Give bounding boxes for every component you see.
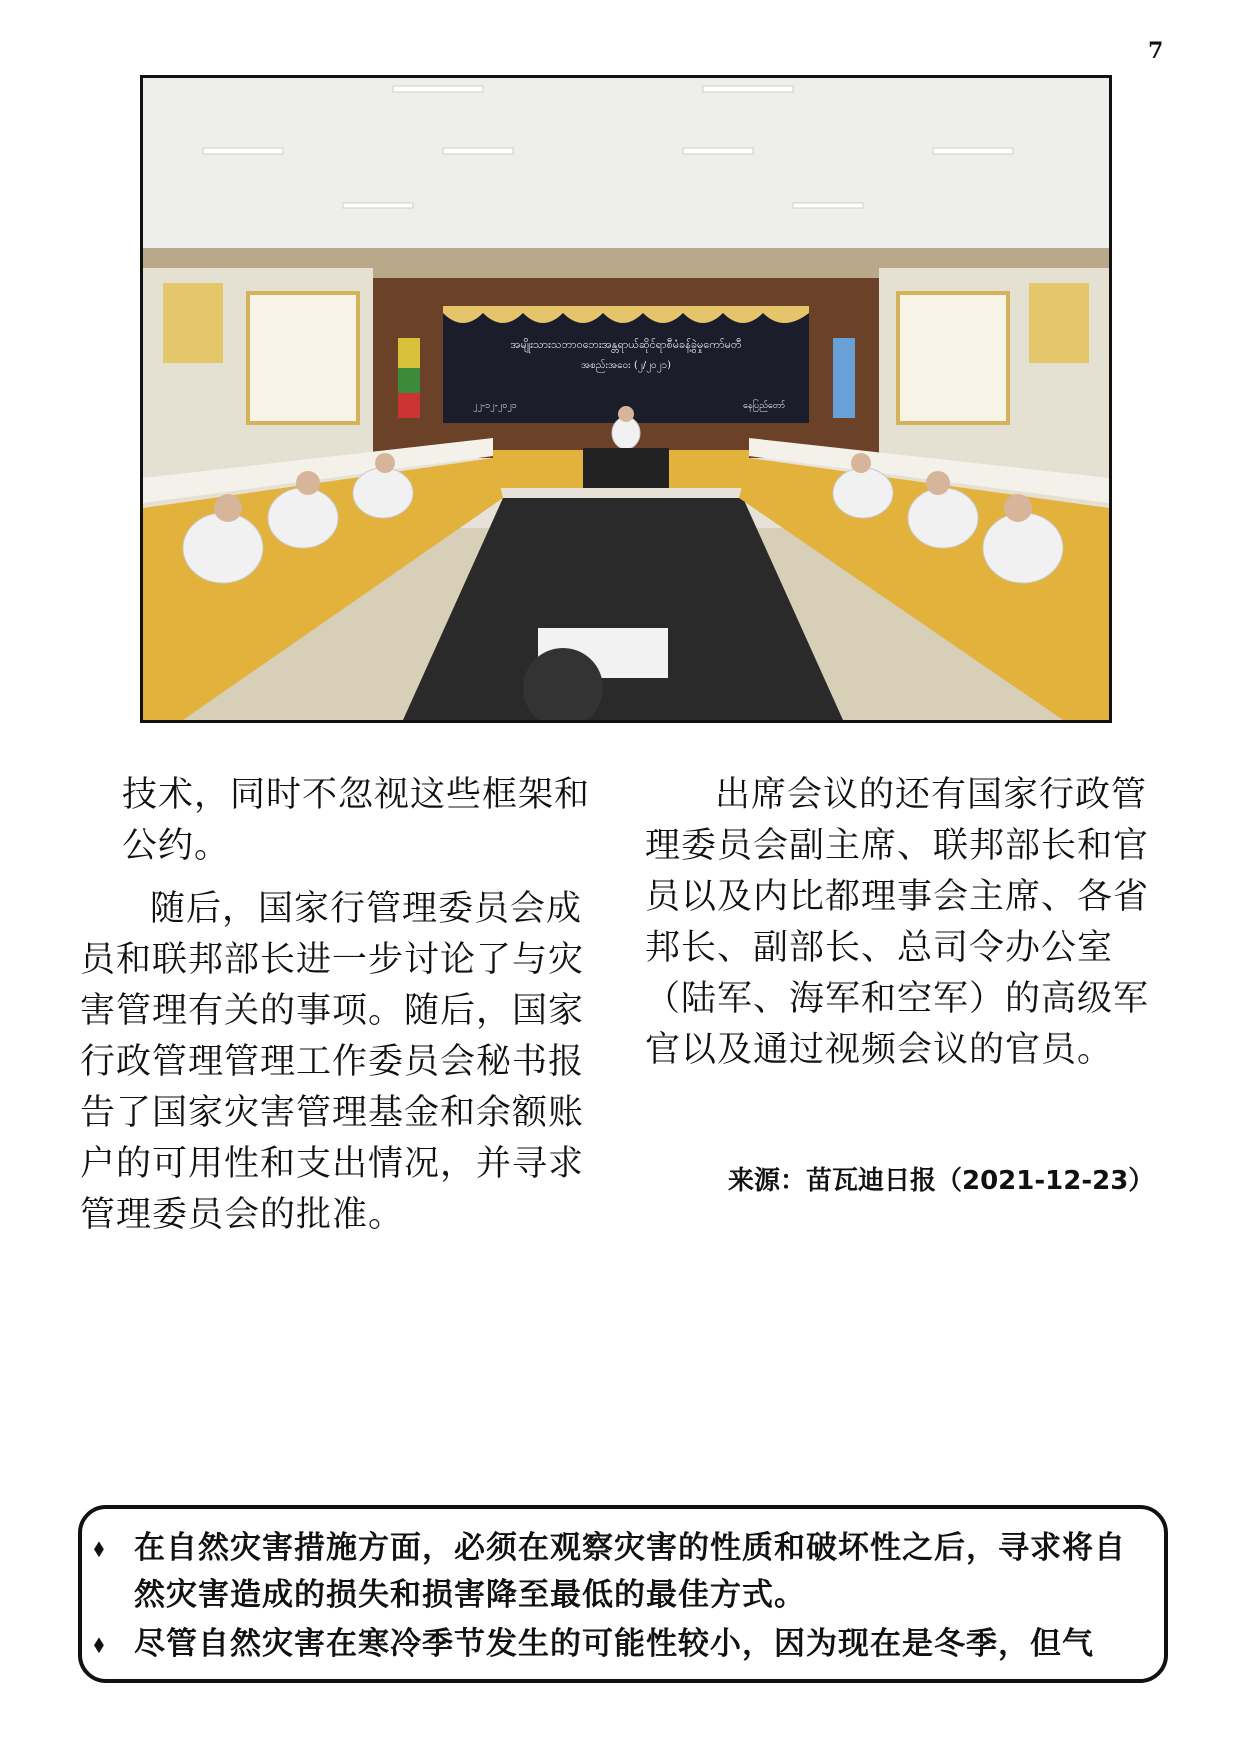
banner-place: နေပြည်တော် [743,401,786,411]
note-text: 在自然灾害措施方面，必须在观察灾害的性质和破坏性之后，寻求将自然灾害造成的损失和损害降至最低的最佳方式。 [134,1530,1126,1613]
source-citation: 来源：苗瓦迪日报（2021-12-23） [728,1166,1155,1196]
notes-box [78,1505,1168,1683]
banner-subtitle: အစည်းအဝေး (၂/၂၀၂၁) [580,360,672,371]
banner-title: အမျိုးသားသဘာဝဘေးအန္တရာယ်ဆိုင်ရာစီမံခန့်ခွဲမှုကော်မတီ [510,338,742,351]
left-column [80,770,605,1253]
left-paragraph-1: 技术，同时不忽视这些框架和公约。 [122,775,591,866]
banner-date: ၂၂-၁၂-၂၀၂၁ [473,401,517,411]
left-paragraph-2: 随后，国家行管理委员会成员和联邦部长进一步讨论了与灾害管理有关的事项。随后，国家行政管理管理工作委员会秘书报告了国家灾害管理基金和余额账户的可用性和支出情况，并寻求管理委员会的批准。 [80,889,585,1235]
diamond-bullet-icon: ⬧ [94,1535,105,1561]
right-paragraph-1: 出席会议的还有国家行政管理委员会副主席、联邦部长和官员以及内比都理事会主席、各省邦长、副部长、总司令办公室（陆军、海军和空军）的高级军官以及通过视频会议的官员。 [645,775,1150,1070]
note-text: 尽管自然灾害在寒冷季节发生的可能性较小，因为现在是冬季，但气 [134,1626,1094,1662]
diamond-bullet-icon: ⬧ [94,1631,105,1657]
page-number: 7 [1148,38,1164,64]
right-column [645,770,1170,1088]
meeting-photo [140,75,1112,723]
